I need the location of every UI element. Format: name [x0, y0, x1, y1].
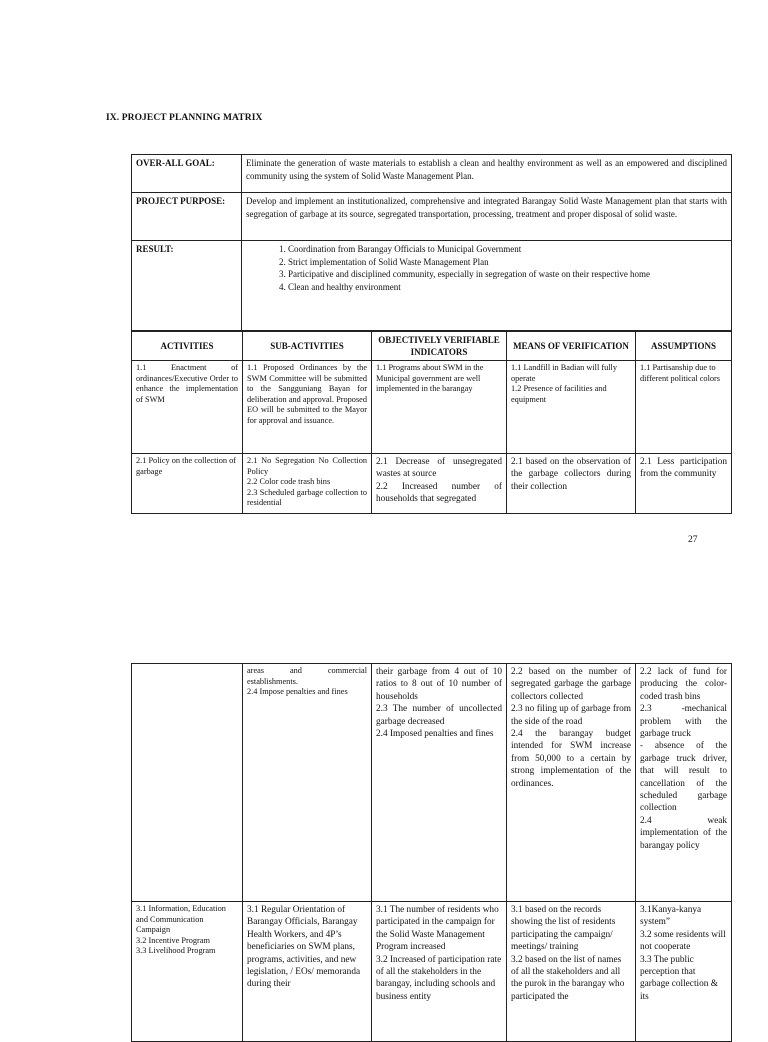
col-header-assumptions: ASSUMPTIONS — [636, 332, 732, 361]
goal-table — [131, 154, 732, 331]
assumption-item: 2.2 lack of fund for producing the color-coded trash bins — [640, 667, 727, 702]
planning-matrix-page-1 — [131, 331, 732, 514]
assumption-item: 3.3 The public perception that garbage collection & its — [640, 954, 718, 1002]
assumptions-cell — [636, 664, 732, 902]
verification-item: 2.3 no filing up of garbage from the side of the road — [511, 704, 631, 727]
sub-activities-cell: 3.1 Regular Orientation of Barangay Officials, Barangay Health Workers, and 4P’s beneficiaries on SWM plans, programs, activities, and new legislation, / EOs/ memoranda during their — [243, 902, 372, 1042]
activity-item: 3.3 Livelihood Program — [136, 946, 216, 956]
purpose-label: PROJECT PURPOSE: — [132, 193, 242, 241]
activity-item: 3.1 Information, Education and Communication Campaign — [136, 904, 226, 935]
goal-label: OVER-ALL GOAL: — [132, 155, 242, 193]
sub-activities-cell — [243, 664, 372, 902]
indicators-cell — [372, 902, 507, 1042]
col-header-activities: ACTIVITIES — [132, 332, 243, 361]
result-item: 4. Clean and healthy environment — [288, 281, 727, 294]
result-label: RESULT: — [132, 241, 242, 331]
table-row — [132, 902, 732, 1042]
verification-item: 3.2 based on the list of names of all the stakeholders and all the purok in the barangay who participated the — [511, 954, 625, 1002]
section-title: IX. PROJECT PLANNING MATRIX — [106, 113, 263, 123]
activities-cell — [132, 664, 243, 902]
result-item: 3. Participative and disciplined community, especially in segregation of waste on their respective home — [288, 268, 727, 281]
verification-cell — [507, 902, 636, 1042]
purpose-row — [132, 193, 732, 241]
indicators-cell — [372, 454, 507, 514]
verification-item: 2.4 the barangay budget intended for SWM increase from 50,000 to a certain by strong implementation of the ordinances. — [511, 729, 631, 789]
matrix-header-row — [132, 332, 732, 361]
assumptions-cell: 2.1 Less participation from the community — [636, 454, 732, 514]
assumptions-cell: 1.1 Partisanship due to different political colors — [636, 361, 732, 454]
assumption-item: 3.1Kanya-kanya system” — [640, 905, 702, 928]
result-row — [132, 241, 732, 331]
table-row — [132, 664, 732, 902]
result-list — [246, 243, 727, 293]
activities-cell — [132, 902, 243, 1042]
verification-cell — [507, 664, 636, 902]
page-number: 27 — [688, 535, 698, 545]
sub-activity-item: 2.3 Scheduled garbage collection to residential — [247, 487, 367, 508]
goal-text: Eliminate the generation of waste materials to establish a clean and healthy environment as well as an empowered and disciplined community using the system of Solid Waste Management Plan. — [242, 155, 732, 193]
activities-cell: 1.1 Enactment of ordinances/Executive Order to enhance the implementation of SWM — [132, 361, 243, 454]
indicator-item: 2.2 Increased number of households that segregated — [376, 481, 502, 505]
sub-activity-item: 2.2 Color code trash bins — [247, 477, 331, 487]
sub-activity-item: areas and commercial establishments. — [247, 666, 367, 686]
sub-activity-item: 2.4 Impose penalties and fines — [247, 687, 348, 697]
indicators-cell: 1.1 Programs about SWM in the Municipal government are well implemented in the barangay — [372, 361, 507, 454]
sub-activity-item: 2.1 No Segregation No Collection Policy — [247, 456, 367, 476]
col-header-indicators: OBJECTIVELY VERIFIABLE INDICATORS — [372, 332, 507, 361]
assumption-item: 3.2 some residents will not cooperate — [640, 929, 726, 953]
sub-activities-cell — [243, 454, 372, 514]
result-item: 1. Coordination from Barangay Officials to Municipal Government — [288, 243, 727, 256]
goal-row — [132, 155, 732, 193]
verification-cell: 2.1 based on the observation of the garbage collectors during their collection — [507, 454, 636, 514]
verification-item: 1.1 Landfill in Badian will fully operate — [511, 363, 617, 383]
assumption-item: - absence of the garbage truck driver, that will result to cancellation of the scheduled garbage collection — [640, 741, 727, 814]
indicator-item: 2.1 Decrease of unsegregated wastes at source — [376, 457, 502, 480]
indicator-item: 3.2 Increased of participation rate of all the stakeholders in the barangay, including schools and business entity — [376, 954, 502, 1002]
verification-item: 2.2 based on the number of segregated garbage the garbage collectors collected — [511, 667, 631, 702]
verification-cell — [507, 361, 636, 454]
table-row — [132, 361, 732, 454]
indicators-cell — [372, 664, 507, 902]
assumption-item: 2.3 -mechanical problem with the garbage truck — [640, 704, 727, 740]
verification-item: 1.2 Presence of facilities and equipment — [511, 384, 607, 404]
sub-activities-cell: 1.1 Proposed Ordinances by the SWM Committee will be submitted to the Sangguniang Bayan for deliberation and approval. Proposed EO will be submitted to the Mayor for approval and issuance. — [243, 361, 372, 454]
result-list-cell — [242, 241, 732, 331]
col-header-sub-activities: SUB-ACTIVITIES — [243, 332, 372, 361]
col-header-verification: MEANS OF VERIFICATION — [507, 332, 636, 361]
indicator-item: 2.4 Imposed penalties and fines — [376, 729, 494, 740]
activity-item: 3.2 Incentive Program — [136, 935, 210, 945]
verification-item: 3.1 based on the records showing the list of residents participating the campaign/ meetings/ training — [511, 905, 616, 953]
indicator-item: 3.1 The number of residents who participated in the campaign for the Solid Waste Management Program increased — [376, 905, 499, 953]
assumption-item: 2.4 weak implementation of the barangay policy — [640, 815, 727, 851]
indicator-item: their garbage from 4 out of 10 ratios to 8 out of 10 number of households — [376, 667, 502, 702]
activities-cell: 2.1 Policy on the collection of garbage — [132, 454, 243, 514]
assumptions-cell — [636, 902, 732, 1042]
result-item: 2. Strict implementation of Solid Waste Management Plan — [288, 256, 727, 269]
table-row — [132, 454, 732, 514]
planning-matrix-page-2 — [131, 663, 732, 1042]
purpose-text: Develop and implement an institutionalized, comprehensive and integrated Barangay Solid Waste Management plan that starts with segregation of garbage at its source, segregated transportation, processing, treatment and proper disposal of solid waste. — [242, 193, 732, 241]
indicator-item: 2.3 The number of uncollected garbage decreased — [376, 704, 502, 727]
